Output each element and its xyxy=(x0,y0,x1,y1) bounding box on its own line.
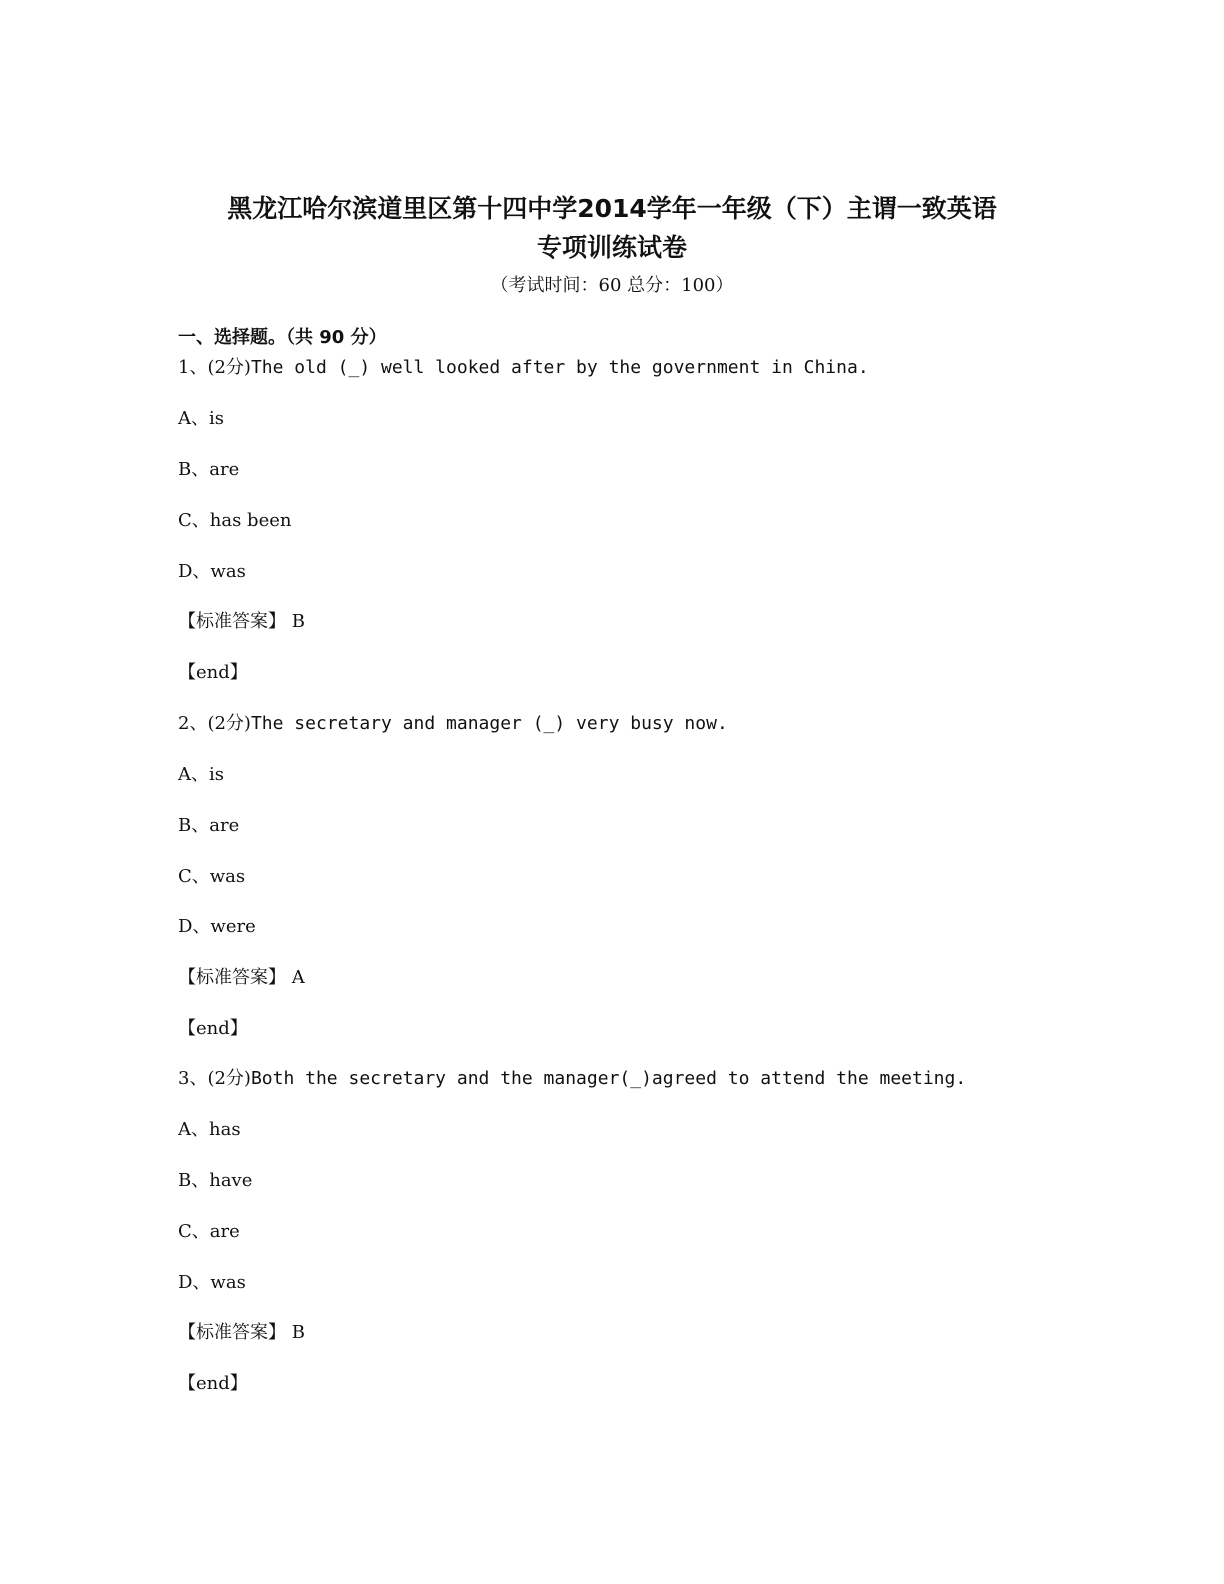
question-2-option-c: C、was xyxy=(178,866,246,887)
exam-subtitle: （考试时间：60 总分：100） xyxy=(490,275,734,296)
question-3-option-c: C、are xyxy=(178,1221,240,1242)
question-2-option-b: B、are xyxy=(178,815,240,836)
question-2-option-d: D、were xyxy=(178,916,256,937)
question-2-answer-label: 【标准答案】 xyxy=(178,967,286,988)
question-2-text: The secretary and manager (_) very busy now. xyxy=(250,713,728,734)
question-3-answer xyxy=(178,1320,305,1346)
question-1-option-a: A、is xyxy=(178,408,224,429)
question-3-option-a: A、has xyxy=(178,1119,241,1140)
question-3-prefix: 3、(2分) xyxy=(178,1068,251,1089)
question-1-text: The old (_) well looked after by the government in China. xyxy=(250,357,869,378)
question-2-answer-value: A xyxy=(291,967,305,988)
question-1-answer-label: 【标准答案】 xyxy=(178,611,286,632)
question-3-stem xyxy=(178,1066,966,1092)
exam-title-line-1: 黑龙江哈尔滨道里区第十四中学2014学年一年级（下）主谓一致英语 xyxy=(227,194,997,223)
question-3-answer-label: 【标准答案】 xyxy=(178,1322,286,1343)
question-1-answer xyxy=(178,609,305,635)
question-2-answer xyxy=(178,965,305,991)
question-2-option-a: A、is xyxy=(178,764,224,785)
question-3-option-d: D、was xyxy=(178,1272,246,1293)
question-1-answer-value: B xyxy=(291,611,305,632)
question-1-prefix: 1、(2分) xyxy=(178,357,251,378)
question-1-stem xyxy=(178,355,869,381)
question-2-end-marker: 【end】 xyxy=(178,1018,248,1039)
question-2-prefix: 2、(2分) xyxy=(178,713,251,734)
section-heading: 一、选择题。（共 90 分） xyxy=(178,327,387,348)
question-3-text: Both the secretary and the manager(_)agreed to attend the meeting. xyxy=(250,1068,967,1089)
question-1-option-c: C、has been xyxy=(178,510,292,531)
question-1-option-b: B、are xyxy=(178,459,240,480)
exam-title-line-2: 专项训练试卷 xyxy=(536,233,687,262)
question-2-stem xyxy=(178,711,728,737)
question-3-answer-value: B xyxy=(291,1322,305,1343)
question-3-end-marker: 【end】 xyxy=(178,1373,248,1394)
question-1-option-d: D、was xyxy=(178,561,246,582)
question-3-option-b: B、have xyxy=(178,1170,253,1191)
question-1-end-marker: 【end】 xyxy=(178,662,248,683)
